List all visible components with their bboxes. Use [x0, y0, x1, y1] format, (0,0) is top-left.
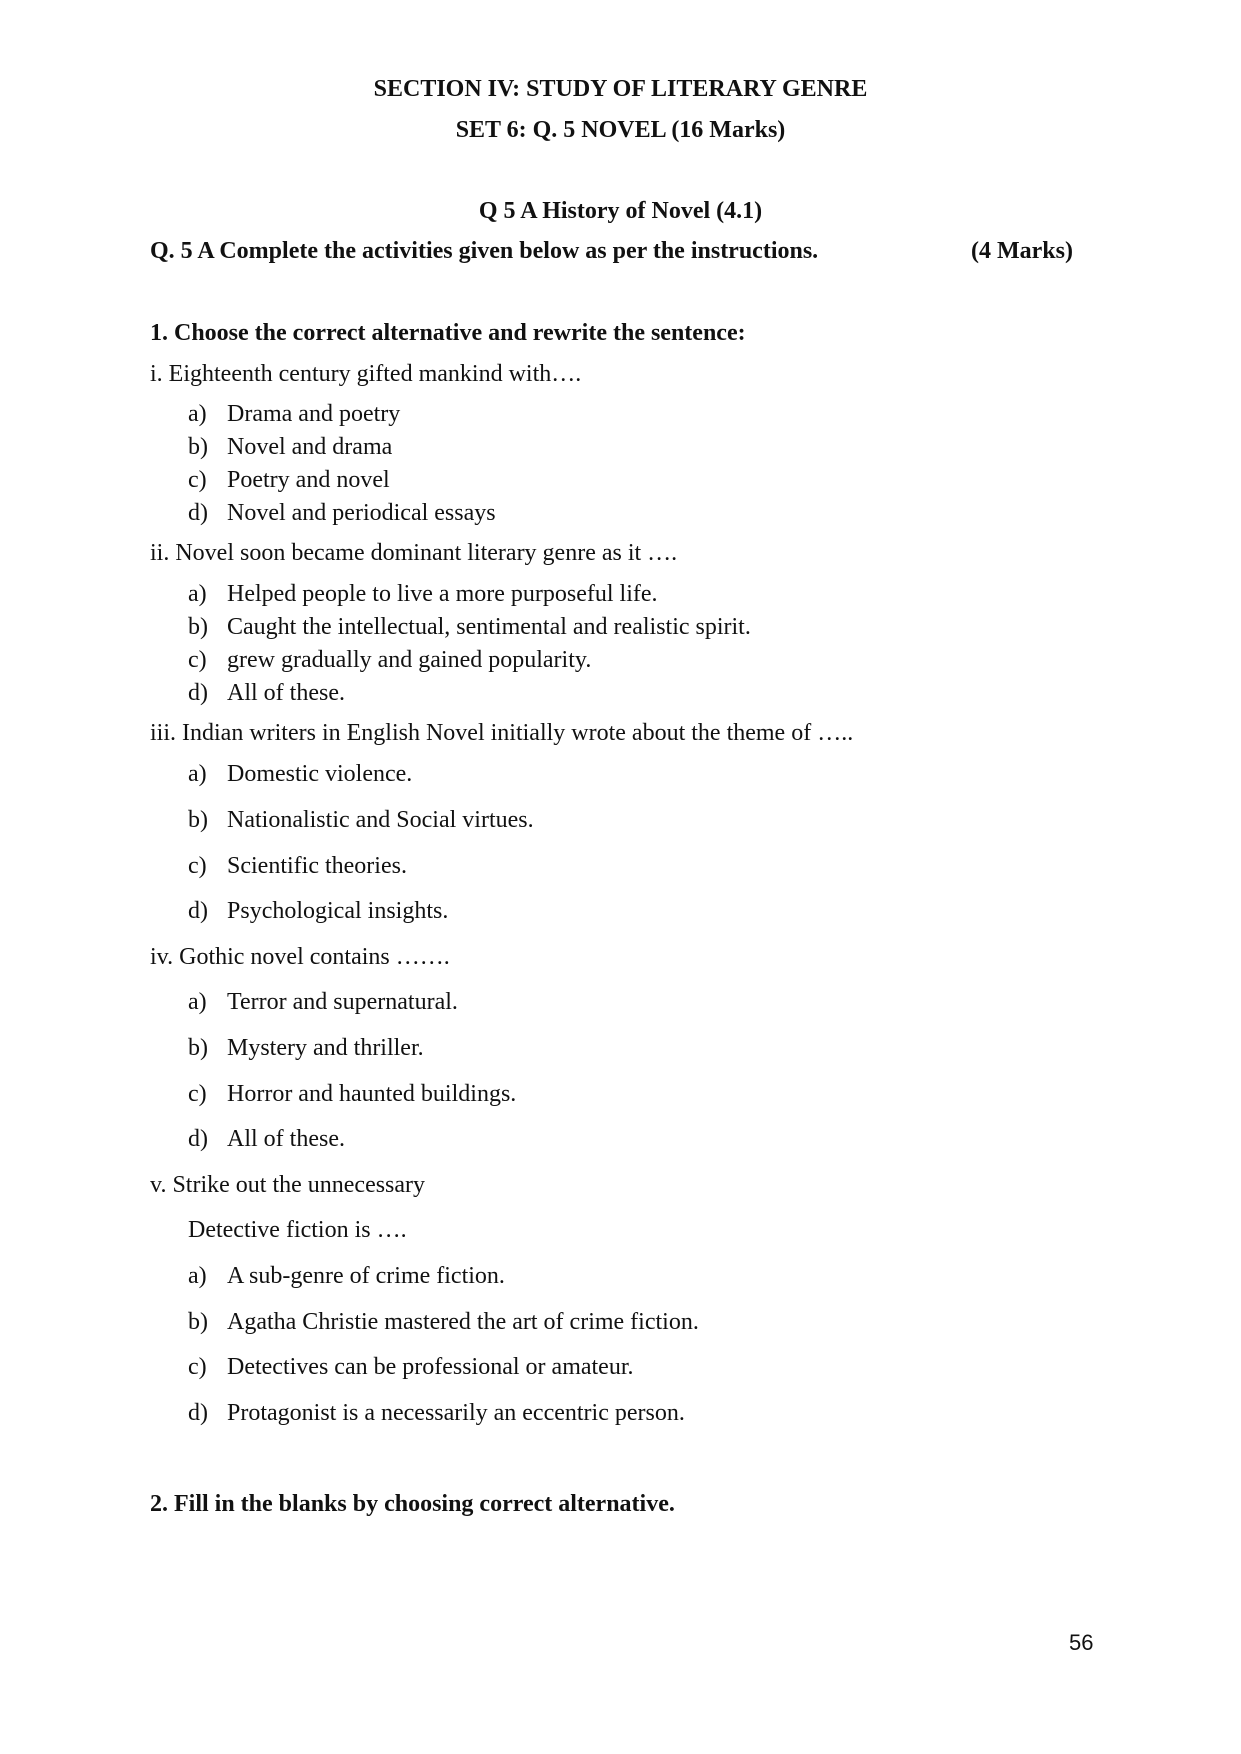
option-text: Caught the intellectual, sentimental and realistic spirit.: [227, 614, 751, 640]
option-letter: a): [188, 761, 207, 787]
option-text: Psychological insights.: [227, 898, 449, 924]
option-letter: c): [188, 467, 207, 493]
question-5-stem: v. Strike out the unnecessary: [150, 1172, 426, 1198]
option-letter: a): [188, 581, 207, 607]
question-3-stem: iii. Indian writers in English Novel initially wrote about the theme of …..: [150, 720, 854, 746]
option-letter: b): [188, 807, 208, 833]
option-letter: d): [188, 898, 208, 924]
option-text: Helped people to live a more purposeful life.: [227, 581, 658, 607]
option-text: A sub-genre of crime fiction.: [227, 1263, 505, 1289]
question-1-stem: i. Eighteenth century gifted mankind with….: [150, 361, 582, 387]
option-letter: b): [188, 434, 208, 460]
option-text: Protagonist is a necessarily an eccentric person.: [227, 1400, 685, 1426]
option-text: All of these.: [227, 1126, 345, 1152]
option-letter: d): [188, 500, 208, 526]
option-text: Detectives can be professional or amateur.: [227, 1354, 634, 1380]
option-text: Novel and drama: [227, 434, 393, 460]
option-text: Scientific theories.: [227, 853, 407, 879]
option-text: Terror and supernatural.: [227, 989, 458, 1015]
activity2-heading: 2. Fill in the blanks by choosing correct alternative.: [150, 1491, 675, 1517]
option-letter: c): [188, 1354, 207, 1380]
sub-title: Q 5 A History of Novel (4.1): [478, 198, 763, 224]
option-letter: d): [188, 1400, 208, 1426]
option-text: Poetry and novel: [227, 467, 390, 493]
option-text: grew gradually and gained popularity.: [227, 647, 592, 673]
option-text: Mystery and thriller.: [227, 1035, 424, 1061]
option-text: All of these.: [227, 680, 345, 706]
section-title: SECTION IV: STUDY OF LITERARY GENRE: [373, 76, 868, 102]
option-letter: b): [188, 614, 208, 640]
option-text: Domestic violence.: [227, 761, 413, 787]
instruction-line: Q. 5 A Complete the activities given below as per the instructions.: [150, 238, 819, 264]
option-letter: c): [188, 647, 207, 673]
option-letter: c): [188, 853, 207, 879]
question-5-sub-stem: Detective fiction is ….: [188, 1217, 407, 1243]
option-text: Nationalistic and Social virtues.: [227, 807, 534, 833]
page-number: 56: [1069, 1630, 1094, 1655]
option-letter: b): [188, 1309, 208, 1335]
activity1-heading: 1. Choose the correct alternative and rewrite the sentence:: [150, 320, 746, 346]
option-letter: a): [188, 401, 207, 427]
option-text: Novel and periodical essays: [227, 500, 496, 526]
marks-label: (4 Marks): [971, 238, 1073, 264]
option-text: Horror and haunted buildings.: [227, 1081, 517, 1107]
option-letter: b): [188, 1035, 208, 1061]
option-letter: d): [188, 680, 208, 706]
question-2-stem: ii. Novel soon became dominant literary genre as it ….: [150, 540, 678, 566]
question-4-stem: iv. Gothic novel contains …….: [150, 944, 450, 970]
option-letter: a): [188, 1263, 207, 1289]
option-text: Drama and poetry: [227, 401, 401, 427]
option-letter: a): [188, 989, 207, 1015]
option-text: Agatha Christie mastered the art of crime fiction.: [227, 1309, 699, 1335]
option-letter: c): [188, 1081, 207, 1107]
option-letter: d): [188, 1126, 208, 1152]
set-title: SET 6: Q. 5 NOVEL (16 Marks): [455, 117, 786, 143]
